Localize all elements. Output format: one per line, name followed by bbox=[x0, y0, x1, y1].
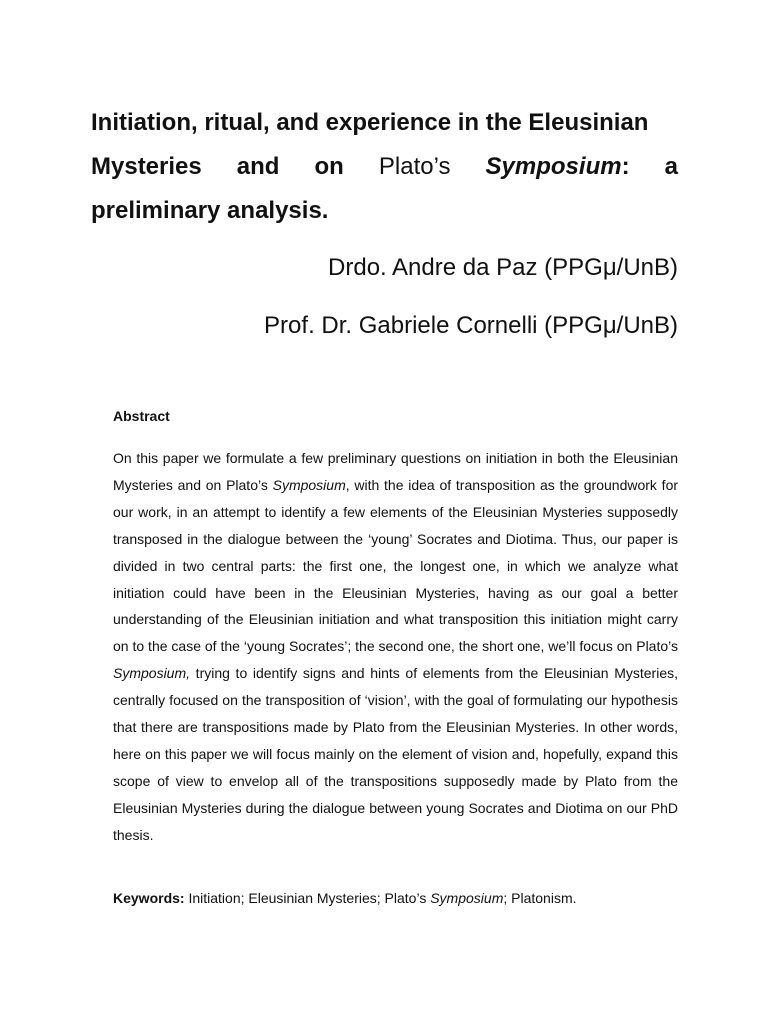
keywords-italic: Symposium bbox=[430, 890, 504, 906]
abstract-text: On this paper we formulate a few preliminary questions on initiation in both the Eleusinian Mysteries and on Plato’s bbox=[113, 450, 678, 493]
title-line-3: preliminary analysis. bbox=[91, 197, 329, 224]
title-line-1: Initiation, ritual, and experience in the Eleusinian bbox=[91, 109, 649, 136]
keywords-label: Keywords: bbox=[113, 890, 185, 906]
abstract-heading: Abstract bbox=[113, 408, 170, 424]
title-word: and bbox=[236, 153, 280, 180]
abstract-italic-text: Symposium, bbox=[113, 665, 191, 682]
title-colon: : bbox=[621, 153, 630, 180]
paper-title bbox=[91, 101, 678, 233]
title-line-2 bbox=[91, 145, 678, 189]
title-word-group bbox=[486, 145, 630, 189]
title-word: Plato’s bbox=[378, 153, 451, 180]
abstract-body bbox=[113, 445, 678, 849]
abstract-text: trying to identify signs and hints of elements from the Eleusinian Mysteries, centrally focused on the transposition of ‘vision’, with the goal of formulating our hypothesis that there are transpositions made by Plato from the Eleusinian Mysteries. In other words, here on this paper we will focus mainly on the element of vision and, hopefully, expand this scope of view to envelop all of the transpositions supposedly made by Plato from the Eleusinian Mysteries during the dialogue between young Socrates and Diotima on our PhD thesis. bbox=[113, 665, 678, 843]
abstract-italic-text: Symposium bbox=[272, 476, 346, 493]
abstract-text: , with the idea of transposition as the groundwork for our work, in an attempt to identify a few elements of the Eleusinian Mysteries supposedly transposed in the dialogue between the ‘young’ Socrates and Diotima. Thus, our paper is divided in two central parts: the first one, the longest one, in which we analyze what initiation could have been in the Eleusinian Mysteries, having as our goal a better understanding of the Eleusinian initiation and what transposition this initiation might carry on to the case of the ‘young Socrates’; the second one, the short one, we’ll focus on Plato’s bbox=[113, 476, 679, 655]
keywords-text: Initiation; Eleusinian Mysteries; Plato’s bbox=[184, 890, 431, 906]
author-1: Drdo. Andre da Paz (PPGμ/UnB) bbox=[328, 254, 678, 281]
title-word-italic: Symposium bbox=[485, 153, 622, 180]
title-word: on bbox=[314, 153, 344, 180]
keywords-text: ; Platonism. bbox=[503, 890, 577, 906]
author-2: Prof. Dr. Gabriele Cornelli (PPGμ/UnB) bbox=[264, 312, 678, 339]
title-word: Mysteries bbox=[91, 153, 202, 180]
keywords bbox=[113, 887, 678, 909]
title-word: a bbox=[664, 153, 678, 180]
